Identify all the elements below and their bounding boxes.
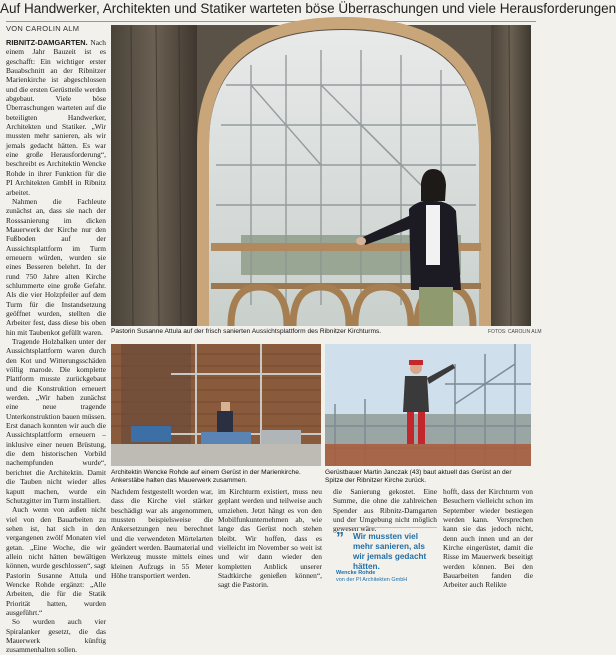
paragraph-1-text: Nach einem Jahr Bauzeit ist es geschafft: Ein wichtiger erster Bauabschnitt an der Ribnitzer Marienkirche ist abgeschlossen und die ersten Gerüstteile werden abgebaut. Viele böse Überraschungen warteten auf die beteiligten Handwerker, Architekten und Statiker. „Wir mussten mehr sanieren, als wir jemals gedacht hätten. Es war eine große Herausforderung“, beschreibt es Architektin Wencke Rohde in ihrer Funktion für die PI Architekten GmbH in Ribnitz arbeitet. (6, 38, 106, 197)
paragraph-2: Nahmen die Fachleute zunächst an, dass sie nach der Rosssanierung im dicken Mauerwerk der Kirche nur den Fußboden auf der Aussichtsplattform im Turm erneuern würden, wurden sie eines Besseren belehrt. In der rund 750 Jahre alten Kirche schlummerte eine große Gefahr. Als die vier Holzpfeiler auf dem Turm für die Instandsetzung geöffnet wurden, stellten die Arbeiter fest, dass diese bis oben hin mit Taubenkot gefüllt waren. (6, 196, 106, 337)
headline: Auf Handwerker, Architekten und Statiker warteten böse Überraschungen und viele Herausforderungen (0, 1, 616, 16)
pull-quote (333, 527, 437, 582)
interior-photo (111, 344, 321, 466)
pull-quote-name: Wencke Rohde (336, 570, 376, 576)
paragraph-1 (6, 38, 106, 197)
photo-credit: FOTOS: CAROLIN ALM (488, 329, 542, 335)
scaffold-photo-caption: Gerüstbauer Martin Janczak (43) baut aktuell das Gerüst an der Spitze der Ribnitzer Kirche zurück. (325, 469, 512, 485)
article-column-b: Nachdem festgestellt worden war, dass die Kirche viel stärker beschädigt war als angenommen, mussten beispielsweise die Ankersetzungen neu berechnet und die verwendeten Mörtelarten geändert werden. Baumaterial und Werkzeug musste mittels eines kleinen Aufzugs in 55 Meter Höhe transportiert werden. (111, 487, 213, 581)
pull-quote-role: von der PI Architekten GmbH (336, 576, 408, 583)
article-column-c: im Kirchturm existiert, muss neu geplant werden und teilweise auch umziehen. Jetzt hängt es von den Mobilfunkunternehmen ab, wie lange das Gerüst noch stehen bleibt. Wir hoffen, dass es vielleicht im November so weit ist und wir dann wieder den kompletten Anblick unserer Stadtkirche genießen können“, sagt die Pastorin. (218, 487, 322, 590)
byline: VON CAROLIN ALM (6, 24, 80, 33)
paragraph-3: Tragende Holzbalken unter der Aussichtsplattform waren durch den Kot und Witterungsschäden völlig marode. Die komplette Plattform musste zurückgebaut und die Konstruktion erneuert werden. „Wir haben zunächst eine neue tragende Unterkonstruktion bauen müssen. Erst danach konnten wir auch die Aussichtsplattform erneuern – inklusive einer neuen Brüstung, die dem historischen Vorbild nachempfunden wurde“, berichtet die Architektin. Damit die Tauben nicht wieder alles kaputt machen, wurde ein Schutzgitter im Turm installiert. (6, 337, 106, 505)
paragraph-4: Auch wenn von außen nicht viel von den Bauarbeiten zu sehen ist, hat sich in den vergangenen zwölf Monaten viel getan. „Eine Woche, die wir allein nicht hätten bewältigen können, wurde geschlossen“, sagt Pastorin Susanne Attula und Wencke Rohde ergänzt: „Alle Arbeiten, die für die Statik Priorität hatten, wurden ausgeführt.“ (6, 505, 106, 617)
scaffold-worker-photo (325, 344, 531, 466)
main-photo (111, 25, 531, 326)
article-column-e: hofft, dass der Kirchturm von Besuchern vielleicht schon im September wieder bestiegen werden kann. Versprechen kann sie das jedoch nicht, denn auch innen und an der Kirche eingerüstet, damit die Risse im Mauerwerk beseitigt werden können. Bei den Bauarbeiten fanden die Arbeiter auch Relikte (443, 487, 533, 590)
pull-quote-text: Wir mussten viel mehr sanieren, als wir jemals gedacht hätten. (353, 532, 427, 571)
pull-quote-attribution (336, 570, 436, 583)
interior-photo-caption: Architektin Wencke Rohde auf einem Gerüst in der Marienkirche. Ankerstäbe halten das Mauerwerk zusammen. (111, 469, 301, 485)
quote-mark-icon: ” (336, 530, 344, 547)
dateline: RIBNITZ-DAMGARTEN. (6, 38, 88, 47)
main-photo-caption: Pastorin Susanne Attula auf der frisch sanierten Aussichtsplattform des Ribnitzer Kirchturms. (111, 328, 382, 335)
article-column-left (6, 38, 106, 655)
paragraph-5: So wurden auch vier Spiralanker gesetzt, die das Mauerwerk künftig zusammenhalten sollen. (6, 617, 106, 655)
article-column-d: die Sanierung gekostet. Eine Summe, die ohne die zahlreichen Spender aus Ribnitz-Damgarten und der Umgebung nicht möglich gewesen wäre. (333, 487, 437, 534)
headline-rule (6, 21, 536, 22)
